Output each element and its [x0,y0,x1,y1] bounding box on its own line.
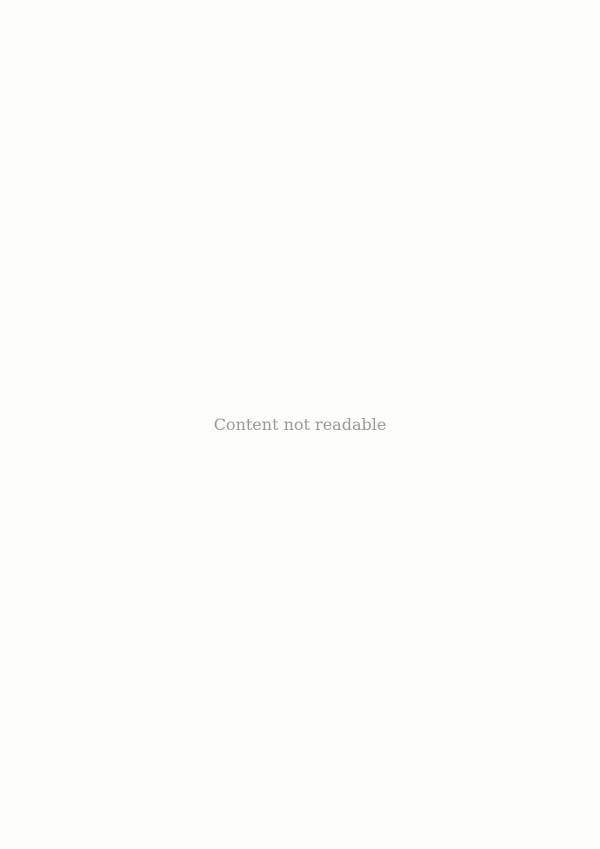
placeholder-message: Content not readable [213,415,387,434]
